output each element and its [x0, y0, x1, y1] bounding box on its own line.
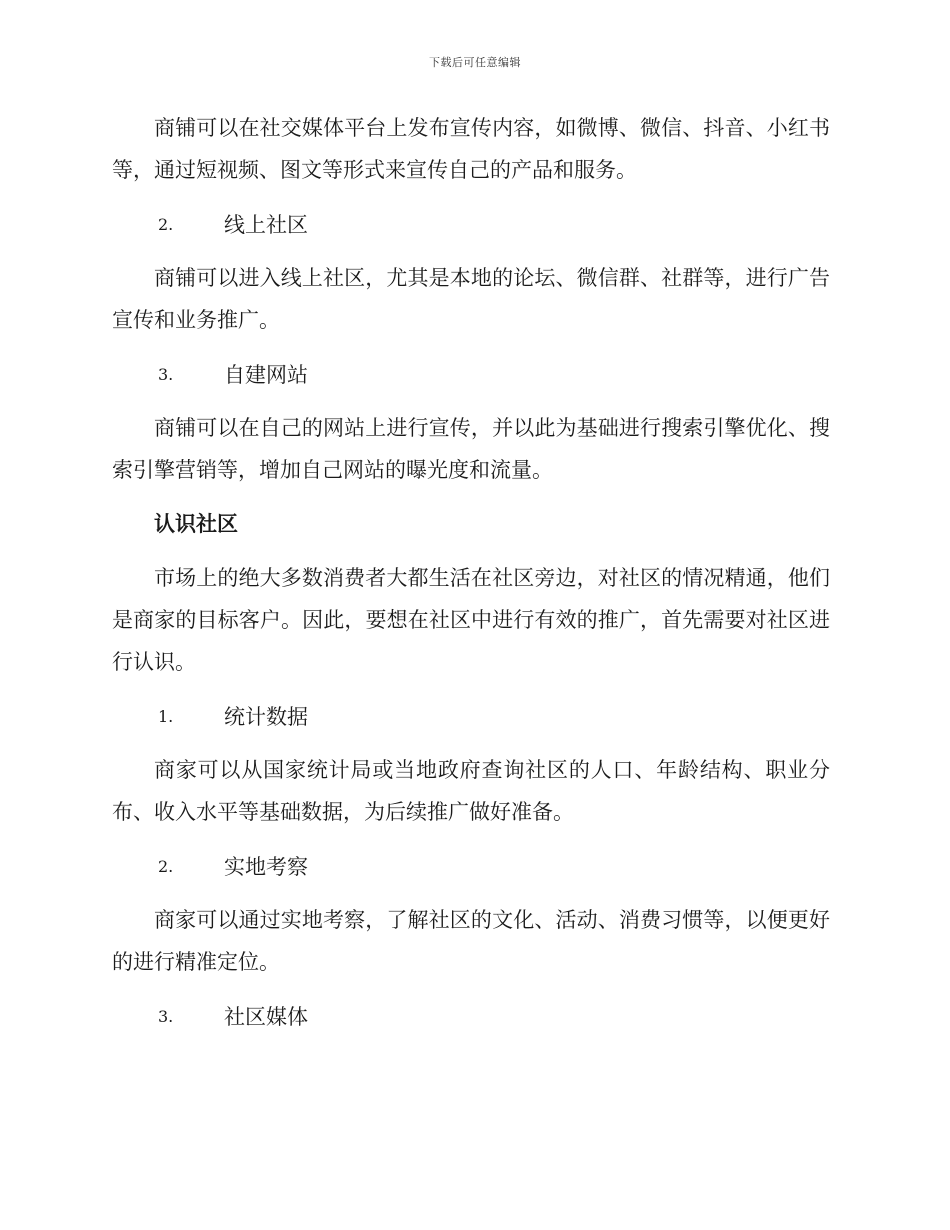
paragraph-social-media: 商铺可以在社交媒体平台上发布宣传内容，如微博、微信、抖音、小红书等，通过短视频、图文等形式来宣传自己的产品和服务。 [112, 116, 830, 182]
list-item-field-survey [112, 845, 830, 887]
header-note: 下载后可任意编辑 [429, 56, 521, 69]
paragraph-statistics: 商家可以从国家统计局或当地政府查询社区的人口、年龄结构、职业分布、收入水平等基础数据，为后续推广做好准备。 [112, 758, 830, 824]
list-item-statistics [112, 695, 830, 737]
list-item-own-website [112, 353, 830, 395]
paragraph-field-survey: 商家可以通过实地考察，了解社区的文化、活动、消费习惯等，以便更好的进行精准定位。 [112, 908, 830, 974]
paragraph-own-website: 商铺可以在自己的网站上进行宣传，并以此为基础进行搜索引擎优化、搜索引擎营销等，增加自己网站的曝光度和流量。 [112, 416, 830, 482]
paragraph-know-community: 市场上的绝大多数消费者大都生活在社区旁边，对社区的情况精通，他们是商家的目标客户。因此，要想在社区中进行有效的推广，首先需要对社区进行认识。 [112, 566, 830, 674]
list-item-label: 自建网站 [224, 363, 308, 387]
list-item-number: 2. [158, 214, 174, 234]
section-heading: 认识社区 [154, 512, 238, 536]
list-item-label: 社区媒体 [224, 1005, 308, 1029]
list-item-number: 2. [158, 856, 174, 876]
list-item-number: 3. [158, 1006, 174, 1026]
list-item-label: 统计数据 [224, 705, 308, 729]
list-item-label: 线上社区 [224, 213, 308, 237]
list-item-number: 3. [158, 364, 174, 384]
list-item-label: 实地考察 [224, 855, 308, 879]
list-item-community-media [112, 995, 830, 1037]
list-item-number: 1. [158, 706, 174, 726]
list-item-online-community [112, 203, 830, 245]
paragraph-online-community: 商铺可以进入线上社区，尤其是本地的论坛、微信群、社群等，进行广告宣传和业务推广。 [112, 266, 830, 332]
document-body [112, 107, 830, 1049]
